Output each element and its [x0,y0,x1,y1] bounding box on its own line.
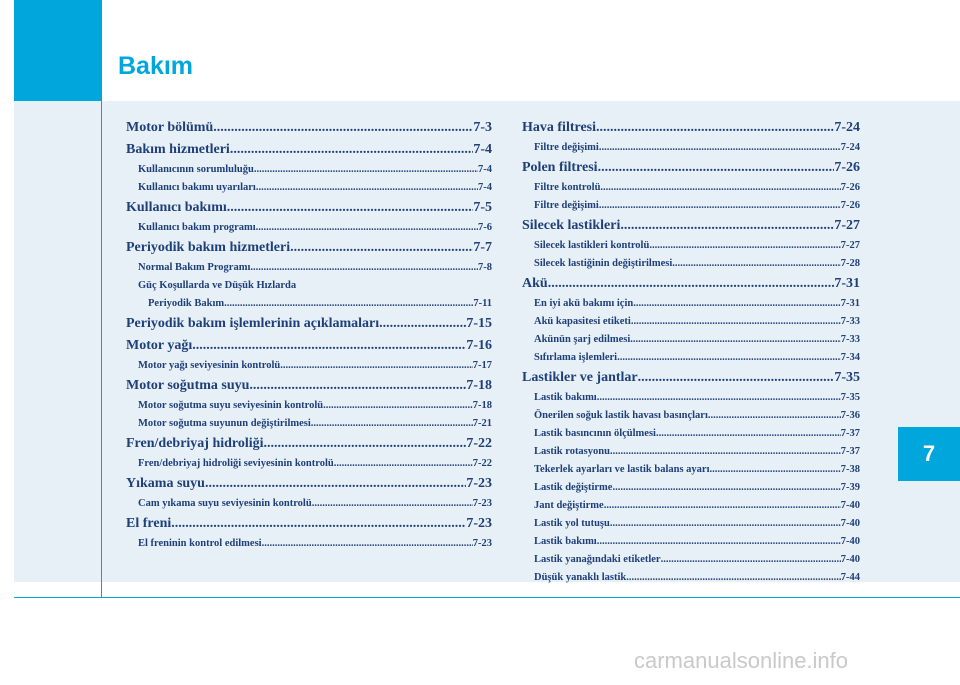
toc-leader-dots [598,157,835,179]
toc-page-number: 7-23 [472,498,492,509]
toc-leader-dots [708,407,841,425]
bottom-rule [14,597,960,598]
toc-leader-dots [250,259,478,277]
toc-entry-title: Yıkama suyu [126,476,205,491]
toc-leader-dots [672,255,841,273]
toc-entry-title: Periyodik bakım işlemlerinin açıklamaları [126,316,380,331]
toc-subsection-link[interactable] [126,397,492,415]
toc-column-right [522,117,860,587]
toc-section-link[interactable] [126,433,492,455]
toc-entry-title: Normal Bakım Programı [138,262,251,273]
toc-subsection-link[interactable] [522,197,860,215]
toc-entry-title: Lastik rotasyonu [534,446,610,457]
toc-subsection-link[interactable] [126,535,492,553]
toc-entry-title: Jant değiştirme [534,500,604,511]
toc-subsection-link[interactable] [522,443,860,461]
toc-page-number: 7-35 [840,392,860,403]
toc-page-number: 7-23 [472,538,492,549]
toc-entry-title: Lastik değiştirme [534,482,613,493]
toc-entry-title: Kullanıcı bakım programı [138,222,256,233]
toc-subsection-link[interactable] [126,259,492,277]
toc-subsection-link[interactable] [126,295,492,313]
toc-entry-title: Düşük yanaklı lastik [534,572,627,583]
left-margin-rule [101,0,102,598]
toc-page-number: 7-4 [478,164,492,175]
toc-subsection-link[interactable] [522,295,860,313]
toc-leader-dots [262,535,473,553]
toc-page-number: 7-26 [840,182,860,193]
toc-section-link[interactable] [522,367,860,389]
toc-page-number: 7-37 [840,428,860,439]
toc-entry-title: Lastik bakımı [534,536,597,547]
toc-page-number: 7-11 [473,298,492,309]
toc-section-link[interactable] [126,313,492,335]
toc-entry-title: Silecek lastikleri [522,218,621,233]
toc-leader-dots [379,313,466,335]
toc-subsection-link[interactable] [522,551,860,569]
toc-leader-dots [227,197,474,219]
page-title: Bakım [118,52,194,80]
toc-subsection-link[interactable] [522,139,860,157]
toc-entry-title: Periyodik bakım hizmetleri [126,240,291,255]
toc-leader-dots [599,197,841,215]
toc-entry-title: Silecek lastikleri kontrolü [534,240,650,251]
toc-page-number: 7-33 [840,316,860,327]
toc-entry-title: Filtre değişimi [534,200,599,211]
toc-page-number: 7-40 [840,536,860,547]
toc-leader-dots [597,389,841,407]
toc-page-number: 7-36 [840,410,860,421]
toc-subsection-link[interactable] [126,219,492,237]
toc-leader-dots [604,497,841,515]
toc-entry-title: Lastik basıncının ölçülmesi [534,428,656,439]
toc-leader-dots [633,295,841,313]
toc-subsection-link[interactable] [522,349,860,367]
toc-subsection-link[interactable] [126,357,492,375]
toc-entry-title: Cam yıkama suyu seviyesinin kontrolü [138,498,312,509]
toc-leader-dots [230,139,474,161]
toc-section-link[interactable] [522,215,860,237]
toc-section-link[interactable] [126,335,492,357]
toc-page-number: 7-39 [840,482,860,493]
toc-entry-title: Motor yağı seviyesinin kontrolü [138,360,281,371]
toc-page-number: 7-44 [840,572,860,583]
toc-entry-title: Motor soğutma suyu seviyesinin kontrolü [138,400,324,411]
toc-entry-title: Sıfırlama işlemleri [534,352,618,363]
toc-section-link[interactable] [522,273,860,295]
toc-leader-dots [334,455,473,473]
toc-entry-title: Fren/debriyaj hidroliği [126,436,264,451]
toc-leader-dots [596,117,834,139]
toc-leader-dots [256,219,478,237]
toc-page-number: 7-31 [834,276,860,291]
toc-entry-title: Periyodik Bakım [148,298,225,309]
toc-subsection-link[interactable] [522,569,860,587]
toc-leader-dots [311,415,473,433]
toc-section-link[interactable] [126,117,492,139]
toc-entry-title: Lastikler ve jantlar [522,370,638,385]
toc-page-number: 7-37 [840,446,860,457]
toc-page-number: 7-17 [472,360,492,371]
toc-page-number: 7-16 [466,338,492,353]
toc-leader-dots [620,215,834,237]
toc-page-number: 7-6 [478,222,492,233]
toc-entry-title: Motor yağı [126,338,193,353]
toc-leader-dots [192,335,466,357]
toc-subsection-link[interactable] [522,425,860,443]
toc-entry-title: Motor bölümü [126,120,214,135]
toc-leader-dots [610,443,841,461]
toc-page-number: 7-22 [472,458,492,469]
toc-entry-title: El freni [126,516,172,531]
toc-leader-dots [599,139,841,157]
toc-leader-dots [610,515,841,533]
toc-page-number: 7-5 [473,200,492,215]
toc-subsection-link[interactable] [522,497,860,515]
toc-subsection-link[interactable] [522,255,860,273]
toc-leader-dots [631,313,841,331]
toc-leader-dots [290,237,473,259]
toc-page-number: 7-40 [840,500,860,511]
toc-page-number: 7-26 [840,200,860,211]
toc-entry-title: Lastik bakımı [534,392,597,403]
toc-page-number: 7-23 [466,476,492,491]
toc-page-number: 7-27 [834,218,860,233]
toc-entry-title: Bakım hizmetleri [126,142,230,157]
toc-leader-dots [630,331,840,349]
toc-entry-title: Akünün şarj edilmesi [534,334,631,345]
toc-leader-dots [213,117,473,139]
toc-section-link[interactable] [126,473,492,495]
toc-entry-title: Tekerlek ayarları ve lastik balans ayarı [534,464,710,475]
chapter-tab[interactable]: 7 [898,427,960,481]
header-accent-block [14,0,102,101]
toc-leader-dots [617,349,841,367]
toc-entry-title: Kullanıcı bakımı uyarıları [138,182,256,193]
toc-page-number: 7-23 [466,516,492,531]
toc-entry-heading: Güç Koşullarda ve Düşük Hızlarda [138,280,297,291]
toc-page-number: 7-22 [466,436,492,451]
toc-page-number: 7-35 [834,370,860,385]
toc-entry-title: Akü kapasitesi etiketi [534,316,631,327]
toc-section-link[interactable] [126,197,492,219]
toc-subsection-link[interactable] [126,415,492,433]
toc-leader-dots [600,179,840,197]
toc-page-number: 7-15 [466,316,492,331]
toc-leader-dots [638,367,835,389]
toc-leader-dots [626,569,841,587]
toc-leader-dots [612,479,840,497]
toc-page-number: 7-28 [840,258,860,269]
toc-page-number: 7-3 [473,120,492,135]
toc-page-number: 7-24 [834,120,860,135]
toc-page-number: 7-26 [834,160,860,175]
toc-page-number: 7-38 [840,464,860,475]
toc-section-link[interactable] [126,139,492,161]
toc-page-number: 7-31 [840,298,860,309]
toc-subsection-link[interactable] [522,479,860,497]
toc-entry-title: Motor soğutma suyunun değiştirilmesi [138,418,311,429]
toc-entry-title: Önerilen soğuk lastik havası basınçları [534,410,708,421]
toc-subsection-link[interactable] [522,237,860,255]
toc-section-link[interactable] [522,117,860,139]
toc-section-link[interactable] [522,157,860,179]
toc-page-number: 7-7 [473,240,492,255]
toc-page-number: 7-33 [840,334,860,345]
toc-leader-dots [312,495,473,513]
toc-subsection-link[interactable] [126,179,492,197]
toc-entry-title: Kullanıcı bakımı [126,200,227,215]
toc-leader-dots [249,375,466,397]
toc-page-number: 7-40 [840,554,860,565]
toc-subsection-link[interactable] [522,179,860,197]
watermark: carmanualsonline.info [634,648,849,673]
toc-leader-dots [205,473,466,495]
toc-leader-dots [656,425,841,443]
toc-leader-dots [710,461,841,479]
toc-subsection-link[interactable] [522,407,860,425]
toc-entry-title: El freninin kontrol edilmesi [138,538,262,549]
toc-section-link[interactable] [126,513,492,535]
toc-entry-title: Hava filtresi [522,120,597,135]
toc-page-number: 7-18 [466,378,492,393]
toc-subsection-link[interactable] [126,455,492,473]
toc-page-number: 7-8 [478,262,492,273]
toc-entry-title: Polen filtresi [522,160,598,175]
toc-leader-dots [548,273,835,295]
toc-page-number: 7-21 [472,418,492,429]
toc-leader-dots [171,513,466,535]
toc-subsection-link[interactable] [522,461,860,479]
toc-subsection-link[interactable] [126,161,492,179]
toc-entry-title: En iyi akü bakımı için [534,298,634,309]
toc-page-number: 7-4 [473,142,492,157]
toc-entry-title: Kullanıcının sorumluluğu [138,164,254,175]
toc-entry-title: Motor soğutma suyu [126,378,250,393]
toc-leader-dots [264,433,467,455]
toc-page-number: 7-18 [472,400,492,411]
toc-subsection-link[interactable] [522,515,860,533]
toc-leader-dots [323,397,473,415]
toc-leader-dots [649,237,840,255]
toc-section-link[interactable] [126,237,492,259]
toc-leader-dots [256,179,478,197]
toc-column-left [126,117,492,553]
toc-page-number: 7-24 [840,142,860,153]
toc-entry-title: Fren/debriyaj hidroliği seviyesinin kontrolü [138,458,334,469]
toc-entry-title: Lastik yanağındaki etiketler [534,554,661,565]
toc-leader-dots [254,161,478,179]
toc-entry-title: Lastik yol tutuşu [534,518,610,529]
toc-subsection-link[interactable] [126,495,492,513]
toc-subsection-link[interactable] [522,533,860,551]
toc-page-number: 7-27 [840,240,860,251]
page-header [102,0,960,101]
toc-page-number: 7-34 [840,352,860,363]
toc-section-link[interactable] [126,375,492,397]
toc-entry-title: Filtre değişimi [534,142,599,153]
toc-page-number: 7-40 [840,518,860,529]
toc-entry-title: Akü [522,276,548,291]
toc-subsection-link[interactable] [522,313,860,331]
toc-subsection-link[interactable] [522,331,860,349]
toc-leader-dots [280,357,473,375]
toc-subsection-link[interactable] [522,389,860,407]
toc-leader-dots [661,551,841,569]
toc-leader-dots [597,533,841,551]
toc-page-number: 7-4 [478,182,492,193]
toc-leader-dots [224,295,473,313]
toc-entry-title: Silecek lastiğinin değiştirilmesi [534,258,673,269]
toc-entry-title: Filtre kontrolü [534,182,601,193]
